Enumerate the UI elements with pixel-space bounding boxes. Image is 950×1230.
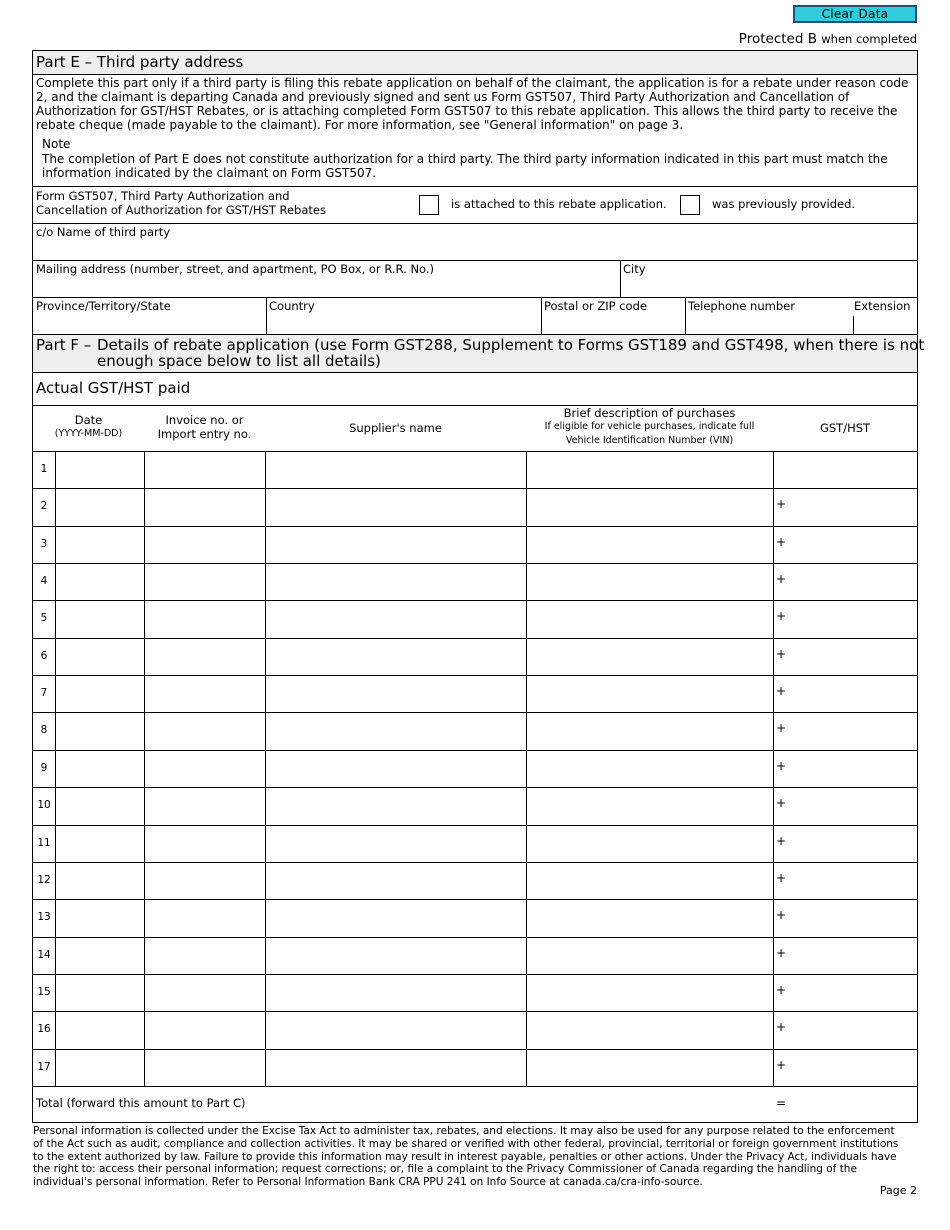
- gst-hst-input[interactable]: [774, 527, 917, 563]
- description-input[interactable]: [527, 863, 773, 899]
- row-number: 2: [40, 500, 48, 513]
- gst507-label-line2: Cancellation of Authorization for GST/HST Rebates: [36, 203, 326, 217]
- invoice-input[interactable]: [145, 676, 265, 712]
- date-format-label: (YYYY-MM-DD): [54, 428, 123, 439]
- plus-sign: +: [776, 833, 787, 848]
- invoice-input[interactable]: [145, 1012, 265, 1048]
- row-number: 17: [37, 1060, 51, 1073]
- attached-checkbox[interactable]: [419, 195, 439, 215]
- gst-hst-input[interactable]: [774, 601, 917, 637]
- part-f-title-prefix: Part F –: [36, 336, 92, 354]
- date-input[interactable]: [56, 1012, 144, 1048]
- column-header-gst-hst: GST/HST: [819, 421, 871, 435]
- invoice-input[interactable]: [145, 564, 265, 600]
- invoice-input[interactable]: [145, 788, 265, 824]
- country-field[interactable]: [267, 298, 541, 334]
- form-page: [32, 50, 925, 1123]
- invoice-input[interactable]: [145, 713, 265, 749]
- third-party-name-label: c/o Name of third party: [36, 225, 171, 239]
- plus-sign: +: [776, 758, 787, 773]
- invoice-input[interactable]: [145, 751, 265, 787]
- date-input[interactable]: [56, 975, 144, 1011]
- description-note-line2: Vehicle Identification Number (VIN): [565, 435, 734, 446]
- extension-field[interactable]: [854, 298, 917, 334]
- previously-provided-checkbox[interactable]: [680, 195, 700, 215]
- invoice-input[interactable]: [145, 975, 265, 1011]
- invoice-input[interactable]: [145, 826, 265, 862]
- gst-hst-input[interactable]: [774, 1012, 917, 1048]
- invoice-input[interactable]: [145, 601, 265, 637]
- column-header-date: [33, 413, 144, 441]
- part-f-header: [33, 335, 925, 372]
- row-number: 7: [40, 687, 48, 700]
- description-input[interactable]: [527, 826, 773, 862]
- supplier-input[interactable]: [266, 788, 526, 824]
- part-e-title: Part E – Third party address: [36, 53, 244, 71]
- row-number: 6: [40, 649, 48, 662]
- row-number: 13: [37, 911, 51, 924]
- clear-data-button[interactable]: Clear Data: [793, 5, 917, 23]
- page-number: Page 2: [879, 1184, 917, 1197]
- gst-hst-input[interactable]: [774, 975, 917, 1011]
- description-input[interactable]: [527, 452, 773, 488]
- invoice-input[interactable]: [145, 938, 265, 974]
- date-input[interactable]: [56, 900, 144, 936]
- invoice-input[interactable]: [145, 452, 265, 488]
- equals-sign: =: [776, 1096, 787, 1110]
- column-header-description: [526, 406, 773, 448]
- province-label: Province/Territory/State: [36, 299, 171, 313]
- description-input[interactable]: [527, 975, 773, 1011]
- row-number: 15: [37, 985, 51, 998]
- total-label: Total (forward this amount to Part C): [36, 1096, 246, 1110]
- protected-level: Protected B: [738, 31, 817, 47]
- description-input[interactable]: [527, 1012, 773, 1048]
- actual-gst-hst-paid-title: Actual GST/HST paid: [36, 379, 191, 397]
- supplier-input[interactable]: [266, 938, 526, 974]
- description-input[interactable]: [527, 601, 773, 637]
- supplier-input[interactable]: [266, 713, 526, 749]
- plus-sign: +: [776, 945, 787, 960]
- date-input[interactable]: [56, 527, 144, 563]
- plus-sign: +: [776, 572, 787, 587]
- date-input[interactable]: [56, 751, 144, 787]
- total-row-label-cell: [33, 1087, 773, 1123]
- invoice-input[interactable]: [145, 863, 265, 899]
- plus-sign: +: [776, 908, 787, 923]
- mailing-address-label: Mailing address (number, street, and apartment, PO Box, or R.R. No.): [36, 262, 435, 276]
- postal-code-label: Postal or ZIP code: [544, 299, 647, 313]
- gst-hst-input[interactable]: [774, 863, 917, 899]
- date-input[interactable]: [56, 639, 144, 675]
- row-number: 16: [37, 1023, 51, 1036]
- row-number: 5: [40, 612, 48, 625]
- description-input[interactable]: [527, 713, 773, 749]
- supplier-input[interactable]: [266, 639, 526, 675]
- third-party-name-field[interactable]: [33, 224, 917, 260]
- gst-hst-input[interactable]: [774, 564, 917, 600]
- invoice-header-line2: Import entry no.: [157, 427, 252, 441]
- date-header-label: Date: [74, 413, 103, 427]
- gst507-label-line1: Form GST507, Third Party Authorization and: [36, 189, 290, 203]
- description-note-line1: If eligible for vehicle purchases, indicate full: [544, 421, 755, 432]
- supplier-input[interactable]: [266, 826, 526, 862]
- city-label: City: [623, 262, 646, 276]
- postal-code-field[interactable]: [542, 298, 685, 334]
- protected-suffix: when completed: [821, 32, 917, 46]
- supplier-input[interactable]: [266, 1012, 526, 1048]
- plus-sign: +: [776, 609, 787, 624]
- plus-sign: +: [776, 1057, 787, 1072]
- date-input[interactable]: [56, 564, 144, 600]
- gst-hst-input[interactable]: [774, 826, 917, 862]
- date-input[interactable]: [56, 452, 144, 488]
- gst-hst-input[interactable]: [774, 452, 917, 488]
- supplier-input[interactable]: [266, 1050, 526, 1086]
- previously-provided-label: was previously provided.: [712, 197, 856, 211]
- date-input[interactable]: [56, 1050, 144, 1086]
- city-field[interactable]: [621, 261, 917, 297]
- row-number: 14: [37, 948, 51, 961]
- plus-sign: +: [776, 534, 787, 549]
- plus-sign: +: [776, 684, 787, 699]
- supplier-input[interactable]: [266, 452, 526, 488]
- row-number: 9: [40, 761, 48, 774]
- supplier-input[interactable]: [266, 900, 526, 936]
- supplier-input[interactable]: [266, 489, 526, 525]
- gst-hst-input[interactable]: [774, 788, 917, 824]
- plus-sign: +: [776, 796, 787, 811]
- note-text: The completion of Part E does not constitute authorization for a third party. The third party information indicated in this part must match the information indicated by the claimant on Form GST507.: [42, 152, 888, 180]
- invoice-input[interactable]: [145, 1050, 265, 1086]
- plus-sign: +: [776, 646, 787, 661]
- gst-hst-input[interactable]: [774, 489, 917, 525]
- description-input[interactable]: [527, 676, 773, 712]
- invoice-header-line1: Invoice no. or: [165, 413, 244, 427]
- privacy-notice: Personal information is collected under the Excise Tax Act to administer tax, rebates, and elections. It may also be used for any purpose related to the enforcement of the Act such as audit, compliance and collection activities. It may be shared or verified with other federal, provincial, territorial or foreign government institutions to the extent authorized by law. Failure to provide this information may result in interest payable, penalties or other actions. Under the Privacy Act, individuals have the right to: access their personal information; request corrections; or, file a complaint to the Privacy Commissioner of Canada regarding the handling of the individual's personal information. Refer to Personal Information Bank CRA PPU 241 on Info Source at canada.ca/cra-info-source.: [33, 1125, 899, 1189]
- description-input[interactable]: [527, 1050, 773, 1086]
- date-input[interactable]: [56, 601, 144, 637]
- mailing-address-field[interactable]: [33, 261, 620, 297]
- extension-label: Extension: [854, 299, 911, 313]
- attached-label: is attached to this rebate application.: [451, 197, 667, 211]
- gst-hst-input[interactable]: [774, 751, 917, 787]
- description-input[interactable]: [527, 489, 773, 525]
- description-input[interactable]: [527, 788, 773, 824]
- description-input[interactable]: [527, 938, 773, 974]
- part-f-title-line2: enough space below to list all details): [97, 352, 381, 370]
- gst-hst-input[interactable]: [774, 938, 917, 974]
- plus-sign: +: [776, 870, 787, 885]
- date-input[interactable]: [56, 863, 144, 899]
- total-gst-hst-field[interactable]: [774, 1087, 917, 1123]
- row-number: 4: [40, 575, 48, 588]
- gst-hst-input[interactable]: [774, 900, 917, 936]
- column-header-invoice: [144, 413, 265, 441]
- row-number: 12: [37, 873, 51, 886]
- supplier-input[interactable]: [266, 564, 526, 600]
- date-input[interactable]: [56, 826, 144, 862]
- country-label: Country: [269, 299, 315, 313]
- protected-label: [739, 31, 917, 47]
- part-e-instructions: Complete this part only if a third party is filing this rebate application on behalf of the claimant, the application is for a rebate under reason code 2, and the claimant is departing Canada and previously signed and sent us Form GST507, Third Party Authorization and Cancellation of Authorization for GST/HST Rebates, or is attaching completed Form GST507 to this rebate application. This allows the third party to receive the rebate cheque (made payable to the claimant). For more information, see "General information" on page 3.: [36, 76, 909, 132]
- date-input[interactable]: [56, 788, 144, 824]
- description-input[interactable]: [527, 564, 773, 600]
- supplier-input[interactable]: [266, 527, 526, 563]
- gst-hst-input[interactable]: [774, 713, 917, 749]
- date-input[interactable]: [56, 489, 144, 525]
- telephone-label: Telephone number: [688, 299, 795, 313]
- telephone-field[interactable]: [686, 298, 853, 334]
- supplier-input[interactable]: [266, 751, 526, 787]
- invoice-input[interactable]: [145, 489, 265, 525]
- row-number: 3: [40, 537, 48, 550]
- description-input[interactable]: [527, 900, 773, 936]
- supplier-input[interactable]: [266, 975, 526, 1011]
- plus-sign: +: [776, 721, 787, 736]
- plus-sign: +: [776, 1020, 787, 1035]
- note-title: Note: [42, 137, 71, 151]
- gst-hst-input[interactable]: [774, 639, 917, 675]
- supplier-input[interactable]: [266, 601, 526, 637]
- description-header-label: Brief description of purchases: [563, 406, 736, 420]
- invoice-input[interactable]: [145, 527, 265, 563]
- description-input[interactable]: [527, 639, 773, 675]
- province-field[interactable]: [33, 298, 266, 334]
- description-input[interactable]: [527, 751, 773, 787]
- row-number: 11: [37, 836, 51, 849]
- gst-hst-input[interactable]: [774, 1050, 917, 1086]
- row-number: 1: [40, 463, 48, 475]
- row-number: 8: [40, 724, 48, 737]
- part-f-title-line1: Details of rebate application (use Form GST288, Supplement to Forms GST189 and GST498, when there is not: [97, 336, 925, 354]
- date-input[interactable]: [56, 938, 144, 974]
- part-e-header: [33, 51, 917, 74]
- date-input[interactable]: [56, 676, 144, 712]
- invoice-input[interactable]: [145, 639, 265, 675]
- gst-hst-input[interactable]: [774, 676, 917, 712]
- supplier-input[interactable]: [266, 863, 526, 899]
- supplier-input[interactable]: [266, 676, 526, 712]
- plus-sign: +: [776, 497, 787, 512]
- column-header-supplier: Supplier's name: [349, 421, 442, 435]
- row-number: 10: [37, 799, 51, 812]
- description-input[interactable]: [527, 527, 773, 563]
- date-input[interactable]: [56, 713, 144, 749]
- invoice-input[interactable]: [145, 900, 265, 936]
- plus-sign: +: [776, 982, 787, 997]
